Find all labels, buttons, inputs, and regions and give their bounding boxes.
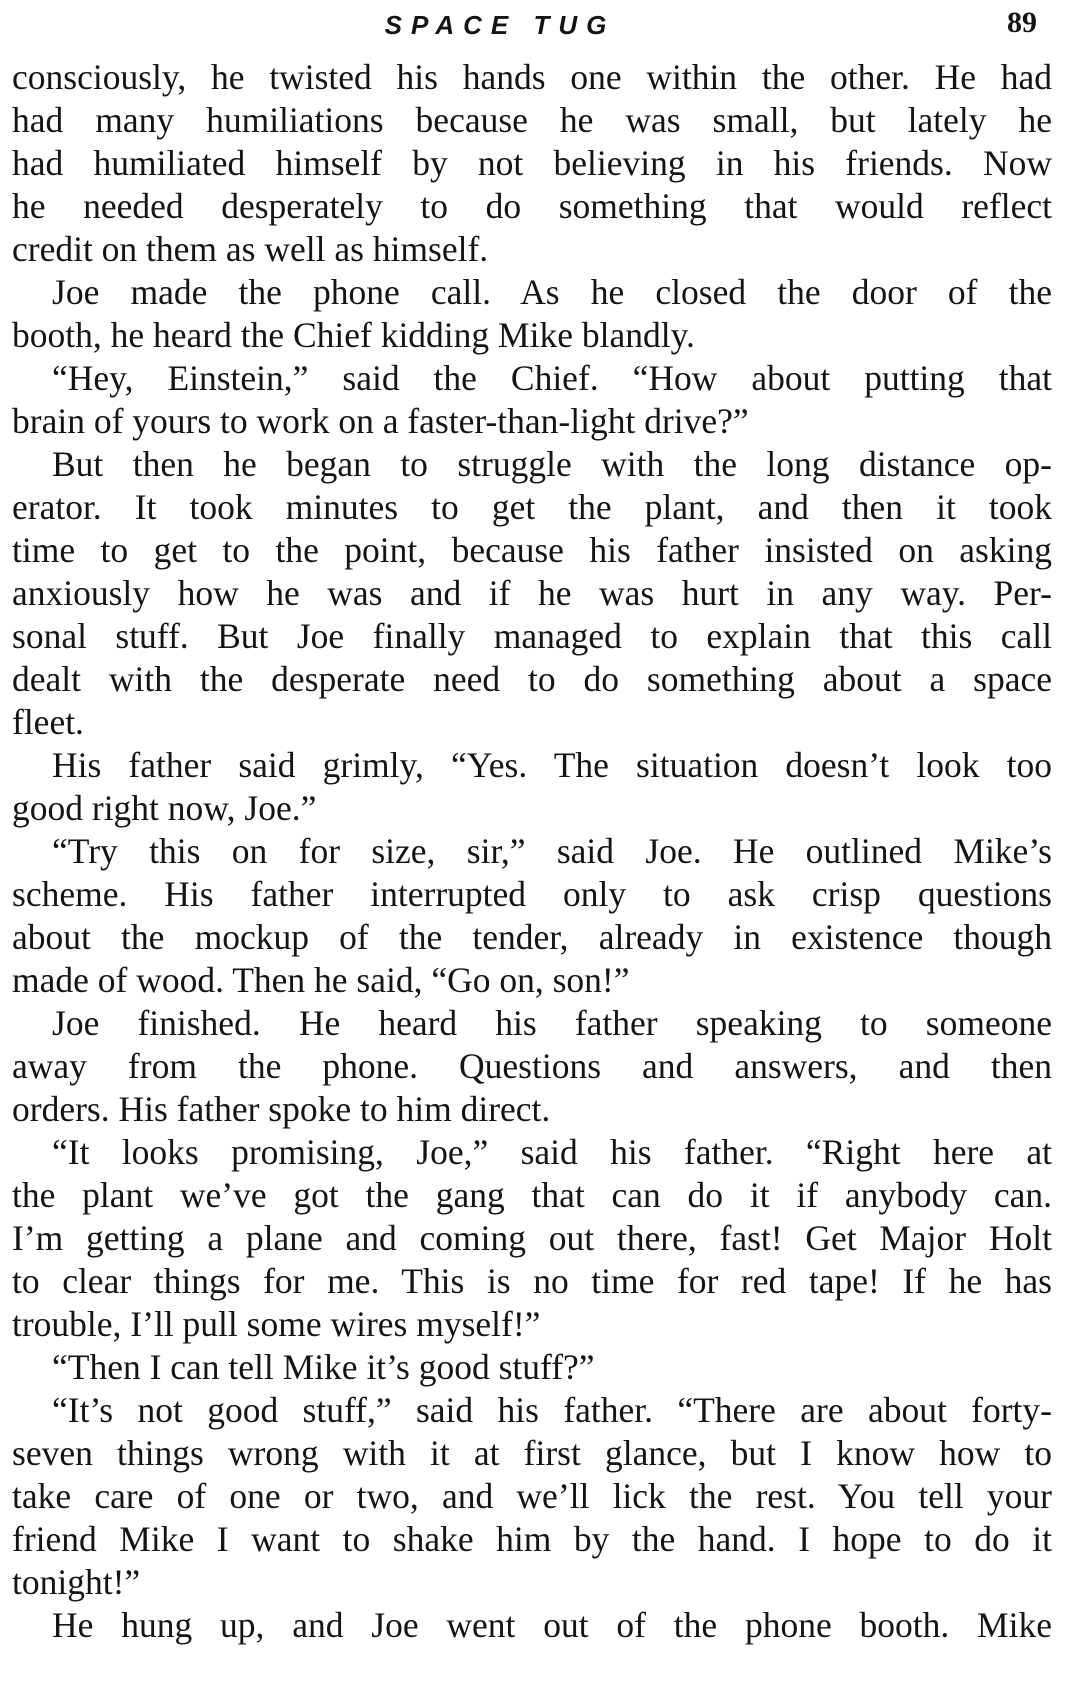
text-line: credit on them as well as himself. [12, 229, 489, 269]
text-line: fleet. [12, 702, 84, 742]
page-number: 89 [1007, 6, 1037, 39]
text-line: scheme. His father interrupted only to ask crisp questions [12, 874, 1052, 914]
text-line: “Then I can tell Mike it’s good stuff?” [52, 1347, 595, 1387]
text-line: about the mockup of the tender, already in existence though [12, 917, 1052, 957]
text-line: brain of yours to work on a faster-than-light drive?” [12, 401, 749, 441]
text-line: tonight!” [12, 1562, 141, 1602]
text-line: erator. It took minutes to get the plant, and then it took [12, 487, 1052, 527]
text-line: sonal stuff. But Joe finally managed to explain that this call [12, 616, 1052, 656]
text-line: But then he began to struggle with the long distance op- [52, 444, 1052, 484]
text-line: “It looks promising, Joe,” said his father. “Right here at [52, 1132, 1052, 1172]
text-line: dealt with the desperate need to do something about a space [12, 659, 1052, 699]
text-line: had humiliated himself by not believing in his friends. Now [12, 143, 1052, 183]
text-line: Joe finished. He heard his father speaking to someone [52, 1003, 1052, 1043]
text-line: away from the phone. Questions and answers, and then [12, 1046, 1052, 1086]
text-line: booth, he heard the Chief kidding Mike blandly. [12, 315, 695, 355]
running-head [0, 6, 1065, 42]
text-line: take care of one or two, and we’ll lick the rest. You tell your [12, 1476, 1052, 1516]
text-line: “Try this on for size, sir,” said Joe. He outlined Mike’s [52, 831, 1052, 871]
running-title: SPACE TUG [384, 10, 616, 40]
text-line: had many humiliations because he was small, but lately he [12, 100, 1052, 140]
text-line: He hung up, and Joe went out of the phone booth. Mike [52, 1605, 1052, 1645]
text-line: Joe made the phone call. As he closed the door of the [52, 272, 1052, 312]
text-line: His father said grimly, “Yes. The situation doesn’t look too [52, 745, 1052, 785]
text-line: “Hey, Einstein,” said the Chief. “How about putting that [52, 358, 1052, 398]
text-line: friend Mike I want to shake him by the hand. I hope to do it [12, 1519, 1052, 1559]
text-line: made of wood. Then he said, “Go on, son!” [12, 960, 630, 1000]
text-line: anxiously how he was and if he was hurt in any way. Per- [12, 573, 1052, 613]
text-line: seven things wrong with it at first glance, but I know how to [12, 1433, 1052, 1473]
text-line: time to get to the point, because his father insisted on asking [12, 530, 1052, 570]
text-line: consciously, he twisted his hands one within the other. He had [12, 57, 1052, 97]
text-line: he needed desperately to do something that would reflect [12, 186, 1052, 226]
text-line: orders. His father spoke to him direct. [12, 1089, 551, 1129]
text-line: good right now, Joe.” [12, 788, 317, 828]
body-text [12, 56, 1052, 1647]
text-line: the plant we’ve got the gang that can do it if anybody can. [12, 1175, 1052, 1215]
text-line: “It’s not good stuff,” said his father. “There are about forty- [52, 1390, 1052, 1430]
text-line: to clear things for me. This is no time for red tape! If he has [12, 1261, 1052, 1301]
text-line: trouble, I’ll pull some wires myself!” [12, 1304, 541, 1344]
text-line: I’m getting a plane and coming out there, fast! Get Major Holt [12, 1218, 1052, 1258]
